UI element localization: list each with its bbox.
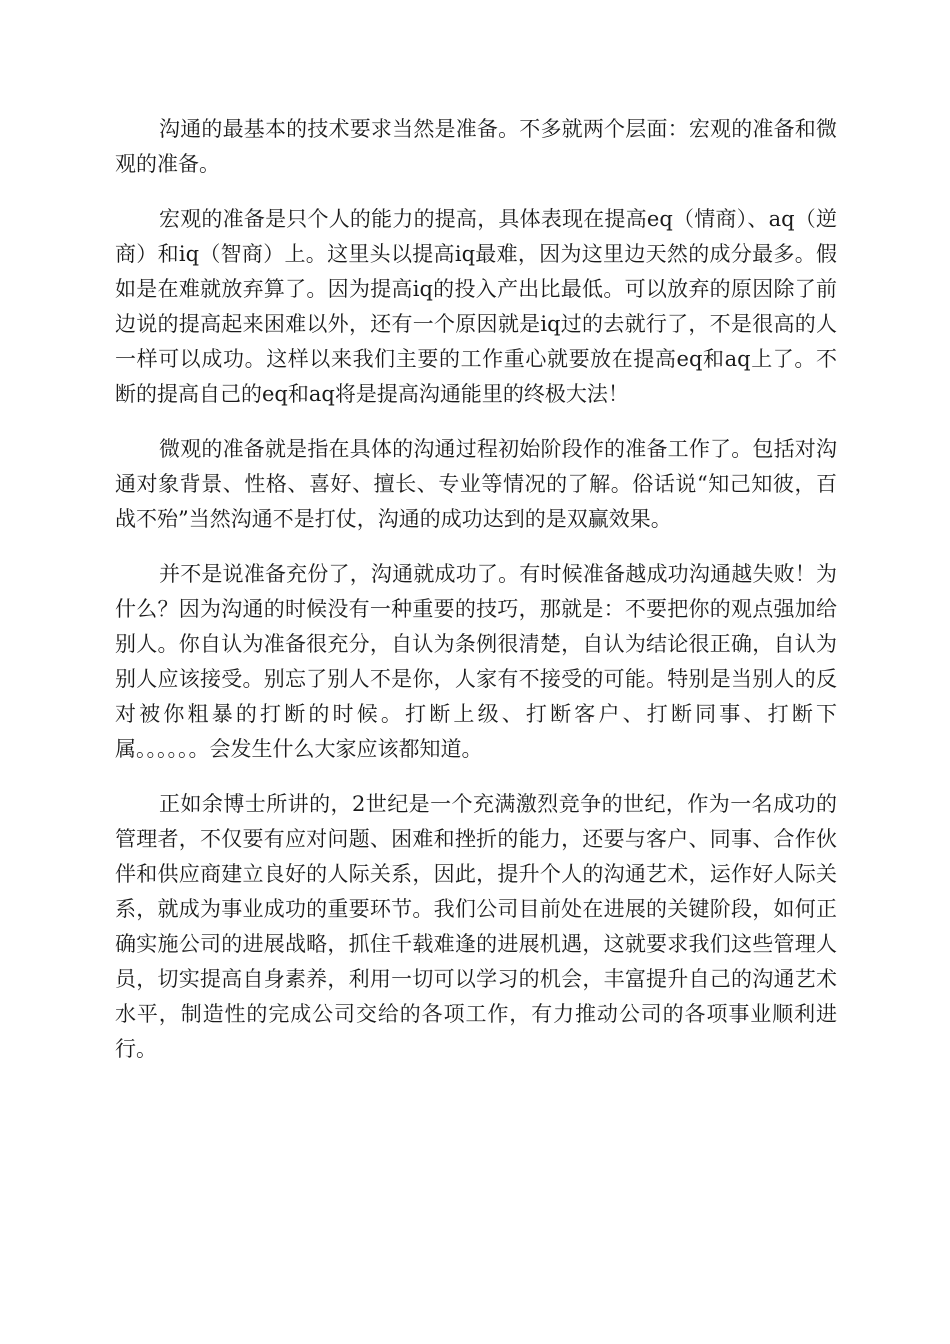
paragraph-conclusion: 正如余博士所讲的，2世纪是一个充满激烈竞争的世纪，作为一名成功的管理者，不仅要有应对问题、困难和挫折的能力，还要与客户、同事、合作伙伴和供应商建立良好的人际关系，因此，提升个人的沟通艺术，运作好人际关系，就成为事业成功的重要环节。我们公司目前处在进展的关键阶段，如何正确实施公司的进展战略，抓住千载难逢的进展机遇，这就要求我们这些管理人员，切实提高自身素养，利用一切可以学习的机会，丰富提升自己的沟通艺术水平，制造性的完成公司交给的各项工作，有力推动公司的各项事业顺利进行。 [115, 792, 837, 1061]
paragraph-preparation-levels: 沟通的最基本的技术要求当然是准备。不多就两个层面：宏观的准备和微观的准备。 [115, 117, 837, 176]
paragraph-micro-preparation: 微观的准备就是指在具体的沟通过程初始阶段作的准备工作了。包括对沟通对象背景、性格、喜好、擅长、专业等情况的了解。俗话说“知己知彼，百战不殆”当然沟通不是打仗，沟通的成功达到的是双赢效果。 [115, 437, 837, 531]
paragraph-macro-preparation: 宏观的准备是只个人的能力的提高，具体表现在提高eq（情商）、aq（逆商）和iq（智商）上。这里头以提高iq最难，因为这里边天然的成分最多。假如是在难就放弃算了。因为提高iq的投入产出比最低。可以放弃的原因除了前边说的提高起来困难以外，还有一个原因就是iq过的去就行了，不是很高的人一样可以成功。这样以来我们主要的工作重心就要放在提高eq和aq上了。不断的提高自己的eq和aq将是提高沟通能里的终极大法！ [115, 207, 837, 406]
document-body [115, 112, 837, 1087]
paragraph-communication-skill: 并不是说准备充份了，沟通就成功了。有时候准备越成功沟通越失败！为什么？因为沟通的时候没有一种重要的技巧，那就是：不要把你的观点强加给别人。你自认为准备很充分，自认为条例很清楚，自认为结论很正确，自认为别人应该接受。别忘了别人不是你，人家有不接受的可能。特别是当别人的反对被你粗暴的打断的时候。打断上级、打断客户、打断同事、打断下属。。。。。。会发生什么大家应该都知道。 [115, 562, 837, 761]
